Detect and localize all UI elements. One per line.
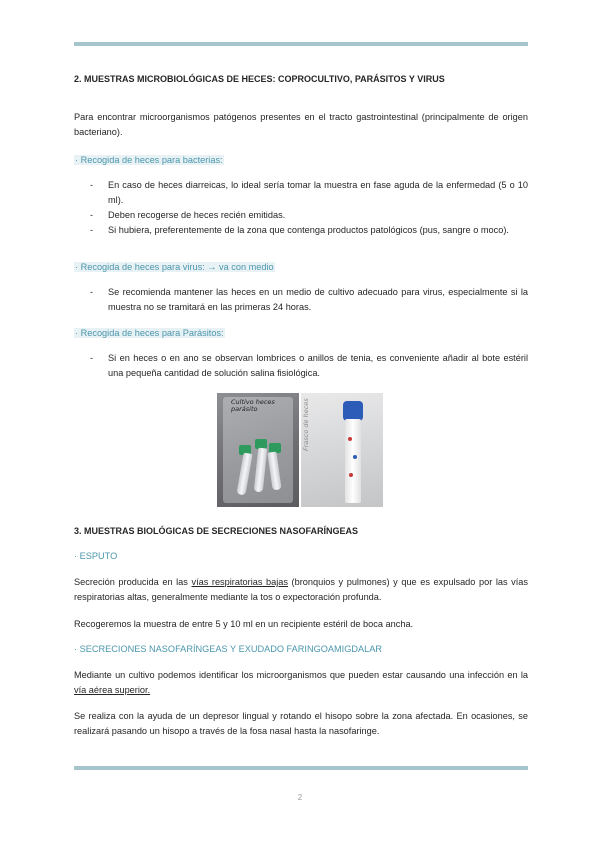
section-3-heading: 3. MUESTRAS BIOLÓGICAS DE SECRECIONES NASOFARÍNGEAS — [74, 526, 359, 536]
list-item: - Deben recogerse de heces recién emitidas. — [90, 208, 528, 223]
stool-container-photo — [301, 393, 383, 507]
section-2-heading: 2. MUESTRAS MICROBIOLÓGICAS DE HECES: COPROCULTIVO, PARÁSITOS Y VIRUS — [74, 74, 445, 84]
photo-right-label: Frasco de heces — [302, 398, 310, 451]
top-divider — [74, 42, 528, 46]
list-item: - En caso de heces diarreicas, lo ideal sería tomar la muestra en fase aguda de la enfermedad (5 o 10 ml). — [90, 178, 528, 208]
section-2-intro: Para encontrar microorganismos patógenos presentes en el tracto gastrointestinal (principalmente de origen bacteriano). — [74, 112, 528, 137]
container-body — [345, 419, 361, 503]
virus-subheading: · Recogida de heces para virus: → va con medio — [75, 262, 274, 272]
esputo-subheading: · ESPUTO — [74, 551, 118, 561]
container-cap — [343, 401, 363, 421]
stool-parasite-kit-photo — [217, 393, 299, 507]
secreciones-paragraph-2: Se realiza con la ayuda de un depresor lingual y rotando el hisopo sobre la zona afectada. En ocasiones, se realizará pasando un hisopo a través de la fosa nasal hasta la nasofaringe. — [74, 711, 528, 736]
secreciones-subheading: · SECRECIONES NASOFARÍNGEAS Y EXUDADO FARINGOAMIGDALAR — [74, 644, 383, 654]
parasites-subheading: · Recogida de heces para Parásitos: — [75, 328, 224, 338]
list-item: - Si hubiera, preferentemente de la zona que contenga productos patológicos (pus, sangre o moco). — [90, 223, 528, 238]
virus-list — [90, 285, 528, 315]
bacteria-subheading: · Recogida de heces para bacterias: — [75, 155, 223, 165]
secreciones-paragraph-1: Mediante un cultivo podemos identificar los microorganismos que pueden estar causando una infección en la vía aérea superior. — [74, 670, 528, 695]
esputo-paragraph-1: Secreción producida en las vías respiratorias bajas (bronquios y pulmones) y que es expulsado por las vías respiratorias altas, generalmente mediante la tos o expectoración profunda. — [74, 577, 528, 602]
bottom-divider — [74, 766, 528, 770]
parasites-list — [90, 351, 528, 381]
photo-left-label: Cultivo heces parásito — [231, 398, 275, 413]
list-item: - Si en heces o en ano se observan lombrices o anillos de tenia, es conveniente añadir al bote estéril una pequeña cantidad de solución salina fisiológica. — [90, 351, 528, 381]
bacteria-list — [90, 178, 528, 238]
esputo-paragraph-2: Recogeremos la muestra de entre 5 y 10 ml en un recipiente estéril de boca ancha. — [74, 619, 414, 629]
page-number: 2 — [297, 793, 303, 802]
list-item: - Se recomienda mantener las heces en un medio de cultivo adecuado para virus, especialmente si la muestra no se tramitará en las primeras 24 horas. — [90, 285, 528, 315]
